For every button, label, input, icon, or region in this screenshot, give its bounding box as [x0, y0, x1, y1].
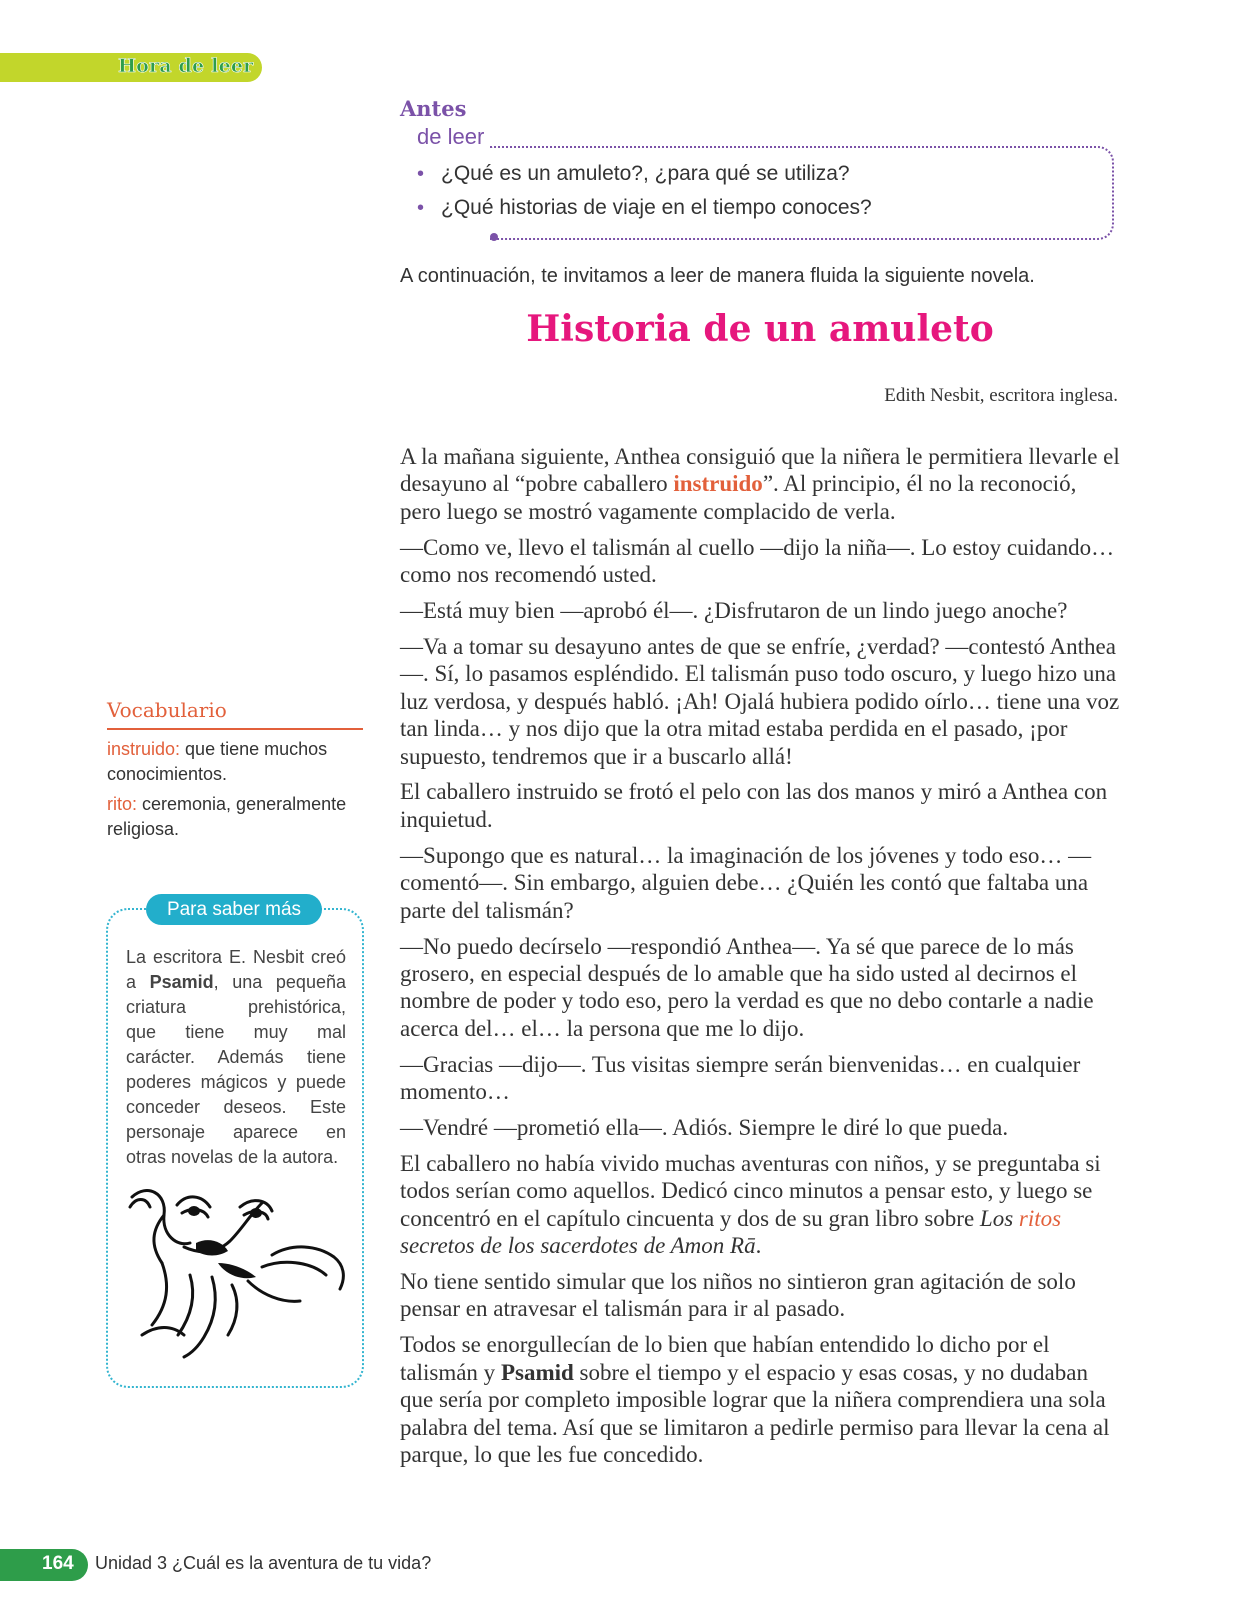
- vocab-definition: ceremonia, generalmente religiosa.: [107, 794, 347, 839]
- antes-title: Antes: [400, 96, 467, 121]
- character-name: Psamid: [500, 1359, 574, 1385]
- frame-dot-icon: [490, 233, 498, 241]
- question-text: ¿Qué historias de viaje en el tiempo conoces?: [441, 196, 872, 219]
- question-text: ¿Qué es un amuleto?, ¿para qué se utiliza?: [441, 162, 850, 185]
- psamid-illustration-icon: [122, 1185, 354, 1365]
- antes-subtitle: de leer: [417, 124, 485, 149]
- para-saber-mas-text: La escritora E. Nesbit creó a Psamid, una pequeña criatura prehistórica, que tiene muy mal carácter. Además tiene poderes mágicos y puede conceder deseos. Este personaje aparece en otras novelas de la autora.: [126, 947, 346, 1167]
- story-paragraph: —Supongo que es natural… la imaginación de los jóvenes y todo eso… —comentó—. Sin embargo, alguien debe… ¿Quién les contó que faltaba una parte del talismán?: [400, 842, 1092, 923]
- story-author: Edith Nesbit, escritora inglesa.: [884, 385, 1118, 406]
- story-paragraph: —Va a tomar su desayuno antes de que se enfríe, ¿verdad? —contestó Anthea—. Sí, lo pasamos espléndido. El talismán puso todo oscuro, y luego hizo una luz verdosa, y después habló. ¡Ah! Ojalá hubiera podido oírlo… tiene una voz tan linda… y nos dijo que la otra mitad estaba perdida en el pasado, ¡por supuesto, tendremos que ir a buscarlo allá!: [400, 633, 1120, 769]
- intro-text: A continuación, te invitamos a leer de manera fluida la siguiente novela.: [400, 265, 1035, 287]
- section-tag-label: Hora de leer: [118, 55, 254, 77]
- question-item: [417, 196, 872, 220]
- antes-frame: [490, 146, 1114, 240]
- vocabulario-title: Vocabulario: [107, 698, 227, 722]
- vocab-term: rito:: [107, 794, 138, 814]
- para-saber-mas-title: Para saber más: [146, 894, 322, 925]
- story-paragraph: —Como ve, llevo el talismán al cuello —dijo la niña—. Lo estoy cuidando… como nos recomendó usted.: [400, 534, 1115, 588]
- page-number-tab: [0, 1549, 88, 1581]
- story-body: [400, 443, 1120, 1477]
- story-title: Historia de un amuleto: [526, 308, 994, 350]
- story-paragraph: —Gracias —dijo—. Tus visitas siempre serán bienvenidas… en cualquier momento…: [400, 1051, 1081, 1105]
- story-paragraph: A la mañana siguiente, Anthea consiguió que la niñera le permitiera llevarle el desayuno al “pobre caballero instruido”. Al principio, él no la reconoció, pero luego se mostró vagamente complacido de verla.: [400, 444, 1120, 524]
- page-number: 164: [42, 1553, 74, 1574]
- vocab-highlight-instruido: instruido: [673, 471, 763, 497]
- story-paragraph: —No puedo decírselo —respondió Anthea—. Ya sé que parece de lo más grosero, en especial después de lo amable que ha sido usted al decirnos el nombre de poder y todo eso, pero la verdad es que no debo contarle a nadie acerca del… el… la persona que me lo dijo.: [400, 933, 1094, 1041]
- story-paragraph: —Está muy bien —aprobó él—. ¿Disfrutaron de un lindo juego anoche?: [400, 598, 1068, 624]
- character-name: Psamid: [149, 972, 214, 992]
- story-paragraph: —Vendré —prometió ella—. Adiós. Siempre le diré lo que pueda.: [400, 1114, 1009, 1140]
- vocab-term: instruido:: [107, 739, 181, 759]
- question-item: [417, 162, 850, 186]
- vocabulario-divider: [107, 728, 363, 730]
- vocabulario-list: [107, 737, 367, 847]
- story-paragraph: Todos se enorgullecían de lo bien que habían entendido lo dicho por el talismán y Psamid sobre el tiempo y el espacio y esas cosas, y no dudaban que sería por completo imposible lograr que la niñera comprendiera una sola palabra del tema. Así que se limitaron a pedirle permiso para llevar la cena al parque, lo que les fue concedido.: [400, 1332, 1110, 1467]
- story-paragraph: No tiene sentido simular que los niños no sintieron gran agitación de solo pensar en atravesar el talismán para ir al pasado.: [400, 1268, 1076, 1322]
- section-tag: [0, 53, 262, 82]
- story-paragraph: El caballero instruido se frotó el pelo con las dos manos y miró a Anthea con inquietud.: [400, 779, 1108, 832]
- bullet-dot-icon: •: [417, 197, 425, 219]
- vocab-entry: [107, 737, 367, 786]
- story-paragraph: El caballero no había vivido muchas aventuras con niños, y se preguntaba si todos serían como aquellos. Dedicó cinco minutos a pensar esto, y luego se concentró en el capítulo cincuenta y dos de su gran libro sobre Los ritos secretos de los sacerdotes de Amon Rā.: [400, 1150, 1101, 1259]
- footer-unit-title: Unidad 3 ¿Cuál es la aventura de tu vida?: [95, 1553, 432, 1573]
- vocab-highlight-ritos: ritos: [1018, 1205, 1062, 1231]
- bullet-dot-icon: •: [417, 163, 425, 185]
- vocab-definition: que tiene muchos conocimientos.: [107, 739, 328, 784]
- vocab-entry: [107, 792, 367, 841]
